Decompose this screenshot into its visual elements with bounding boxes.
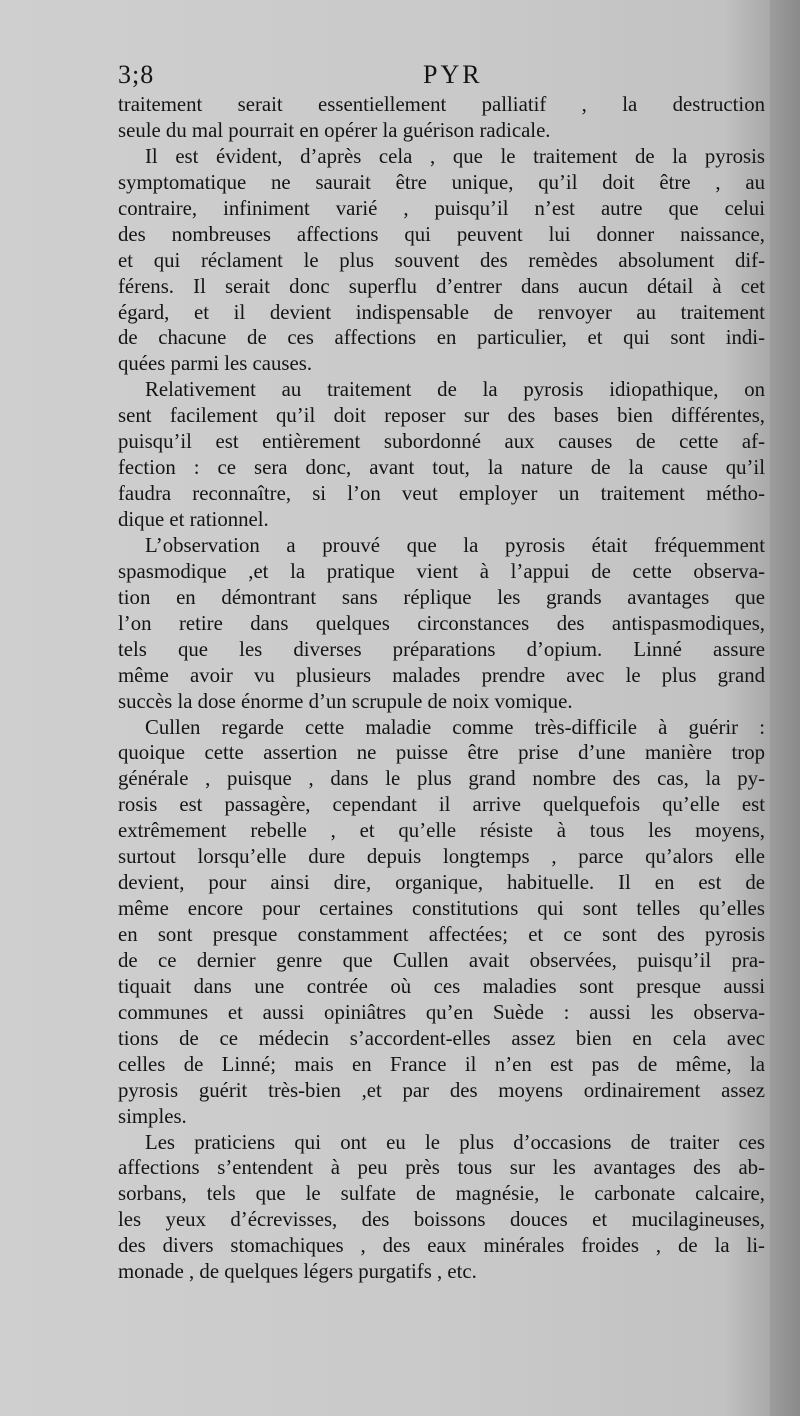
text-line: même encore pour certaines constitutions qui sont telles qu’elles <box>118 897 765 921</box>
text-line: quées parmi les causes. <box>118 352 313 376</box>
text-line: même avoir vu plusieurs malades prendre avec le plus grand <box>118 663 765 687</box>
text-line: Relativement au traitement de la pyrosis idiopathique, on <box>145 378 765 402</box>
text-line: de chacune de ces affections en particulier, et qui sont indi- <box>118 326 765 350</box>
text-line: férens. Il serait donc superflu d’entrer dans aucun détail à cet <box>118 274 765 298</box>
text-line: tiquait dans une contrée où ces maladies sont presque aussi <box>118 974 765 998</box>
text-line: Il est évident, d’après cela , que le traitement de la pyrosis <box>145 144 765 168</box>
text-line: des divers stomachiques , des eaux minérales froides , de la li- <box>118 1234 765 1258</box>
running-head: PYR <box>423 60 483 89</box>
text-line: contraire, infiniment varié , puisqu’il n’est autre que celui <box>118 196 765 220</box>
text-line: seule du mal pourrait en opérer la guérison radicale. <box>118 118 551 142</box>
text-line: pyrosis guérit très-bien ,et par des moyens ordinairement assez <box>118 1078 765 1102</box>
text-line: puisqu’il est entièrement subordonné aux causes de cette af- <box>118 430 765 454</box>
text-line: faudra reconnaître, si l’on veut employer un traitement métho- <box>118 482 765 506</box>
text-line: et qui réclament le plus souvent des remèdes absolument dif- <box>118 248 765 272</box>
text-line: rosis est passagère, cependant il arrive quelquefois qu’elle est <box>118 793 765 817</box>
text-line: L’observation a prouvé que la pyrosis était fréquemment <box>145 533 765 557</box>
page-edge-shadow <box>770 0 800 1416</box>
text-line: quoique cette assertion ne puisse être prise d’une manière trop <box>118 741 765 765</box>
text-line: traitement serait essentiellement palliatif , la destruction <box>118 93 765 116</box>
text-line: tion en démontrant sans réplique les grands avantages que <box>118 585 765 609</box>
page-number: 3;8 <box>118 60 155 89</box>
text-line: Cullen regarde cette maladie comme très-difficile à guérir : <box>145 715 765 739</box>
text-line: générale , puisque , dans le plus grand nombre des cas, la py- <box>118 767 765 791</box>
text-line: simples. <box>118 1104 187 1128</box>
text-line: surtout lorsqu’elle dure depuis longtemps , parce qu’alors elle <box>118 845 765 869</box>
body-text <box>118 92 765 1285</box>
text-line: tions de ce médecin s’accordent-elles assez bien en cela avec <box>118 1026 765 1050</box>
text-line: affections s’entendent à peu près tous sur les avantages des ab- <box>118 1156 765 1180</box>
text-line: de ce dernier genre que Cullen avait observées, puisqu’il pra- <box>118 948 765 972</box>
text-line: extrêmement rebelle , et qu’elle résiste à tous les moyens, <box>118 819 765 843</box>
text-line: égard, et il devient indispensable de renvoyer au traitement <box>118 300 765 324</box>
text-line: sent facilement qu’il doit reposer sur des bases bien différentes, <box>118 404 765 428</box>
text-line: l’on retire dans quelques circonstances des antispasmodiques, <box>118 611 765 635</box>
text-line: celles de Linné; mais en France il n’en est pas de même, la <box>118 1052 765 1076</box>
text-line: tels que les diverses préparations d’opium. Linné assure <box>118 637 765 661</box>
text-line: monade , de quelques légers purgatifs , etc. <box>118 1260 477 1284</box>
page-header <box>118 60 763 90</box>
text-line: devient, pour ainsi dire, organique, habituelle. Il en est de <box>118 871 765 895</box>
text-line: dique et rationnel. <box>118 508 269 531</box>
text-line: fection : ce sera donc, avant tout, la nature de la cause qu’il <box>118 456 765 480</box>
text-line: sorbans, tels que le sulfate de magnésie, le carbonate calcaire, <box>118 1182 765 1206</box>
text-line: en sont presque constamment affectées; et ce sont des pyrosis <box>118 923 765 946</box>
text-line: succès la dose énorme d’un scrupule de noix vomique. <box>118 689 573 713</box>
text-line: Les praticiens qui ont eu le plus d’occasions de traiter ces <box>145 1130 765 1154</box>
text-line: des nombreuses affections qui peuvent lui donner naissance, <box>118 222 765 246</box>
text-line: communes et aussi opiniâtres qu’en Suède : aussi les observa- <box>118 1000 765 1024</box>
text-line: symptomatique ne saurait être unique, qu’il doit être , au <box>118 170 765 194</box>
text-line: spasmodique ,et la pratique vient à l’appui de cette observa- <box>118 559 765 583</box>
text-line: les yeux d’écrevisses, des boissons douces et mucilagineuses, <box>118 1208 765 1232</box>
